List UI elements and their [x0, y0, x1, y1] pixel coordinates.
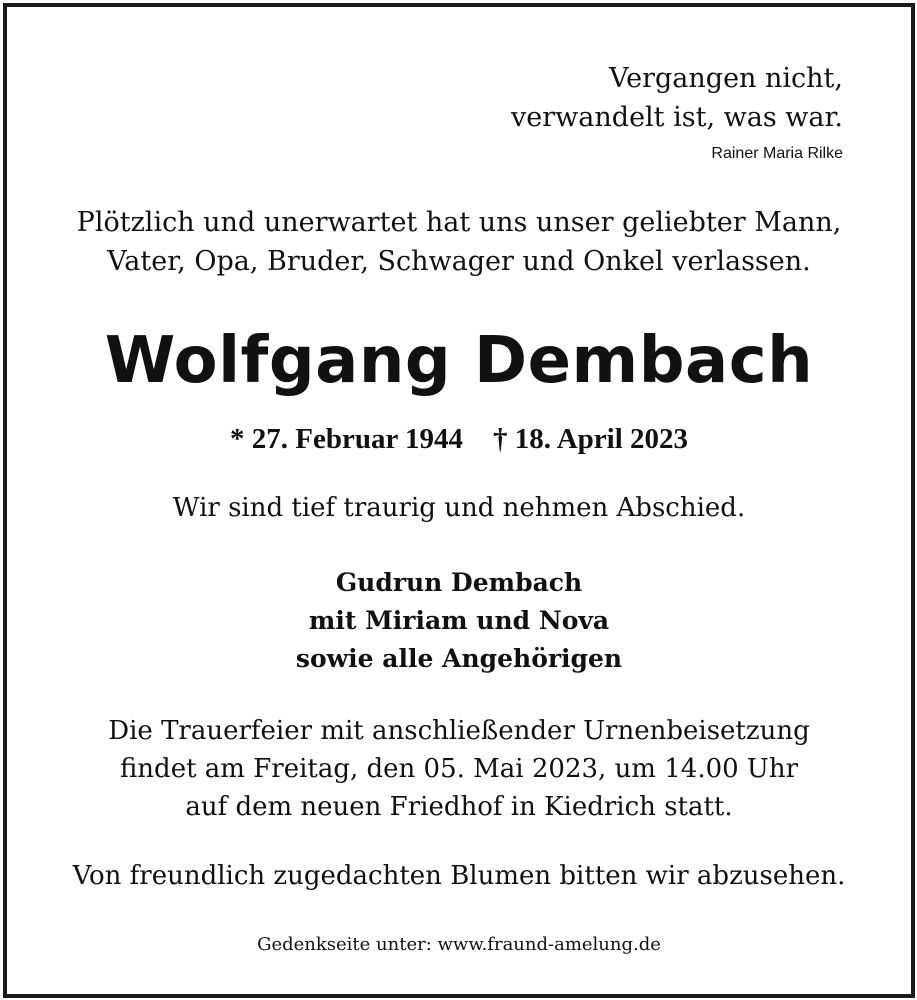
quote-line-1: Vergangen nicht,: [609, 63, 843, 94]
obituary-notice: [3, 3, 915, 998]
memorial-page-link[interactable]: Gedenkseite unter: www.fraund-amelung.de: [257, 934, 661, 955]
quote-line-2: verwandelt ist, was war.: [511, 102, 843, 133]
service-line-3: auf dem neuen Friedhof in Kiedrich statt.: [185, 792, 733, 822]
mourners-block: [7, 564, 911, 678]
intro-line-2: Vater, Opa, Bruder, Schwager und Onkel verlassen.: [107, 246, 811, 277]
intro-line-1: Plötzlich und unerwartet hat uns unser geliebter Mann,: [76, 207, 842, 238]
mourner-line-3: sowie alle Angehörigen: [295, 644, 623, 673]
quote-author: Rainer Maria Rilke: [711, 145, 843, 162]
rilke-quote: [511, 59, 843, 167]
death-date: † 18. April 2023: [493, 423, 689, 455]
flowers-note: Von freundlich zugedachten Blumen bitten wir abzusehen.: [72, 861, 846, 891]
service-line-1: Die Trauerfeier mit anschließender Urnenbeisetzung: [108, 716, 810, 746]
service-line-2: findet am Freitag, den 05. Mai 2023, um 14.00 Uhr: [119, 754, 799, 784]
deceased-name: Wolfgang Dembach: [104, 324, 814, 398]
grief-statement: Wir sind tief traurig und nehmen Abschied.: [172, 493, 746, 523]
mourner-line-2: mit Miriam und Nova: [308, 606, 610, 635]
life-dates: [7, 420, 911, 458]
intro-text: [7, 203, 911, 281]
birth-date: * 27. Februar 1944: [229, 423, 464, 455]
mourner-line-1: Gudrun Dembach: [335, 568, 583, 597]
funeral-service-info: [7, 712, 911, 826]
